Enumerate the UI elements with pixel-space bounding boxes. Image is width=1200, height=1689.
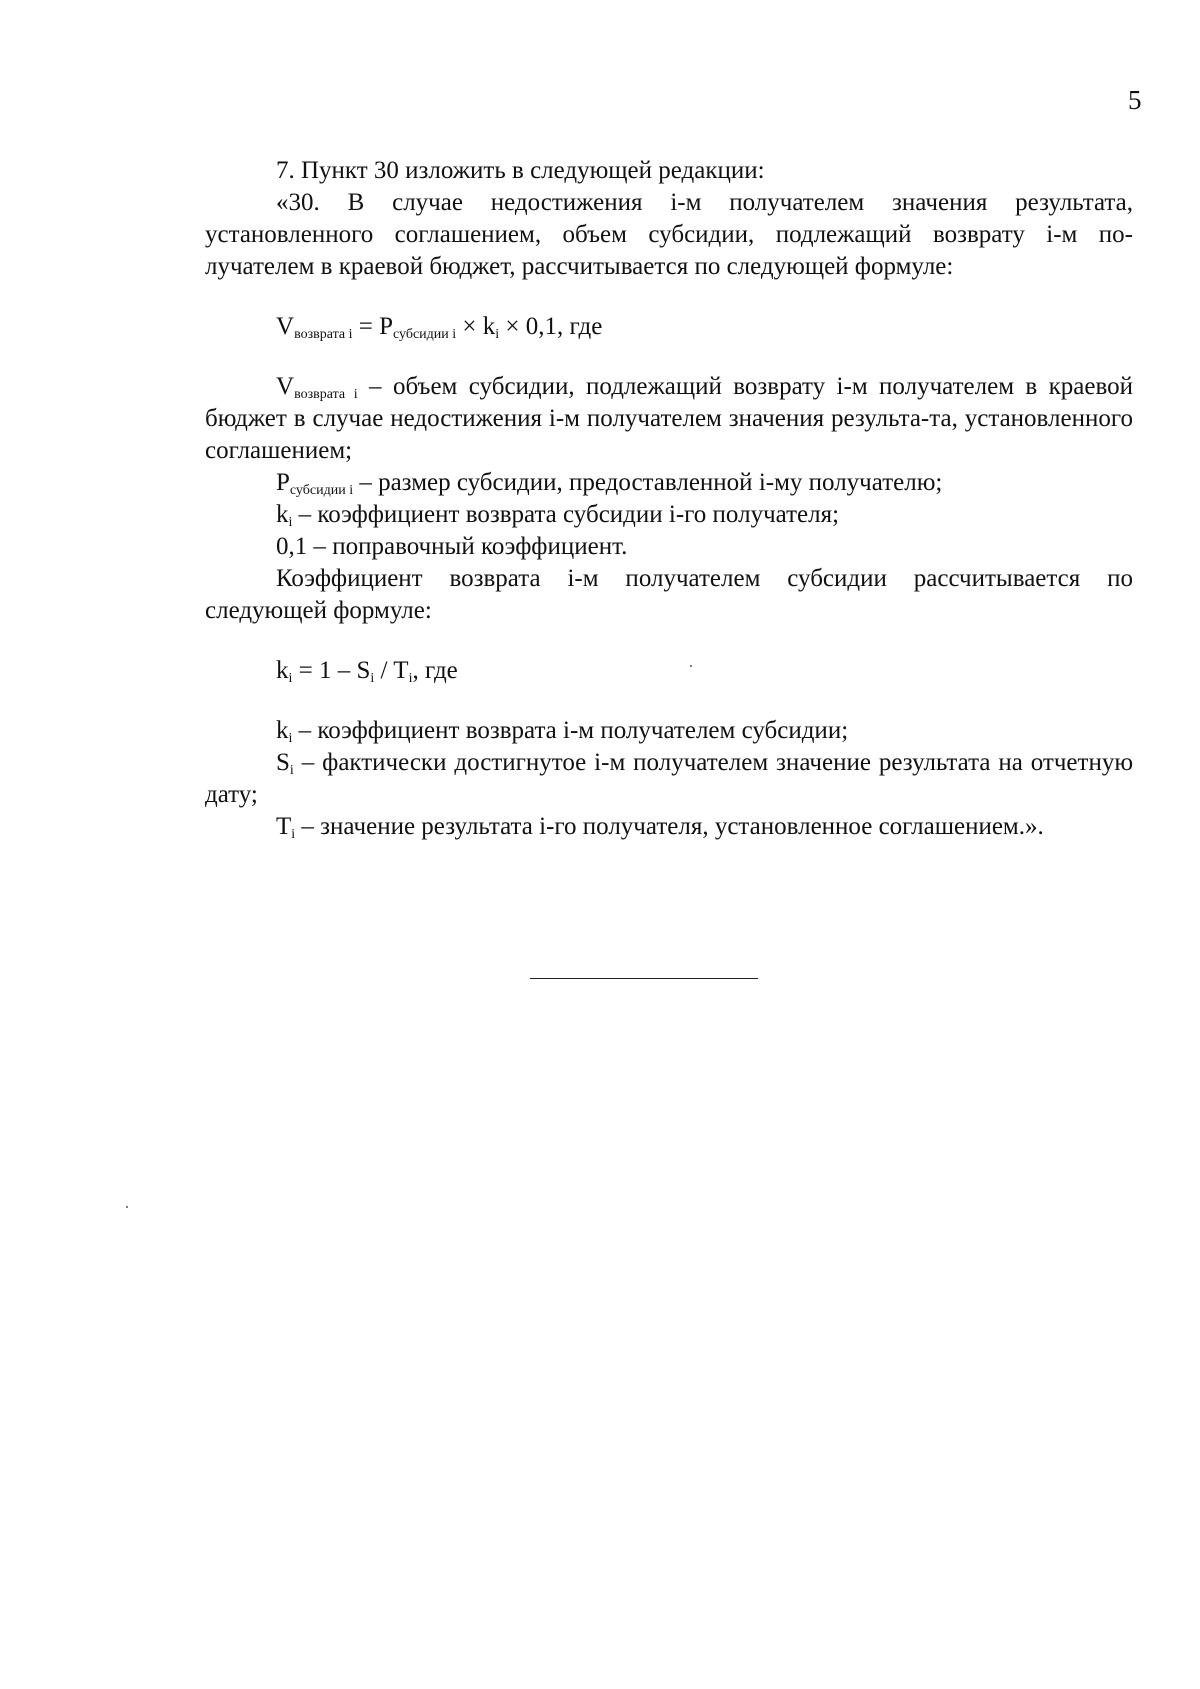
def-p-subscript: субсидии i	[289, 483, 354, 498]
def-k-subscript: i	[288, 515, 293, 530]
closing-divider-line	[530, 978, 758, 979]
formula2-k-subscript: i	[288, 671, 293, 686]
page-number: 5	[1128, 85, 1142, 115]
item-7-heading: 7. Пункт 30 изложить в следующей редакции:	[276, 157, 765, 184]
def2-k-symbol: k	[276, 717, 289, 744]
formula-v-subscript: возврата i	[294, 327, 353, 342]
def2-s-text: – фактически достигнутое i-м получателем значение результата на отчетную дату;	[205, 749, 1133, 808]
scan-speck	[690, 665, 692, 667]
scan-speck	[126, 1206, 128, 1208]
formula-times: ×	[456, 313, 483, 340]
def-p-text: – размер субсидии, предоставленной i-му получателю;	[353, 469, 943, 496]
def2-k-text: – коэффициент возврата i-м получателем субсидии;	[292, 717, 849, 744]
definition2-s	[205, 747, 1133, 811]
formula-equals: =	[352, 313, 380, 340]
formula2-k-symbol: k	[276, 657, 289, 684]
def2-t-text: – значение результата i-го получателя, установленное соглашением.».	[295, 813, 1044, 840]
def2-t-symbol: T	[276, 813, 292, 840]
def-v-subscript: возврата i	[294, 387, 358, 402]
formula-p-subscript: субсидии i	[392, 327, 457, 342]
definition2-t	[205, 811, 1133, 843]
definition-v-return	[205, 371, 1133, 467]
def-v-text: – объем субсидии, подлежащий возврату i-м получателем в краевой бюджет в случае недостижения i-м получателем значения результа-та, установленного соглашением;	[205, 373, 1133, 464]
def-k-symbol: k	[276, 501, 289, 528]
definition-k	[205, 499, 1133, 531]
formula-rest: × 0,1, где	[499, 313, 603, 340]
formula-p-symbol: P	[379, 313, 393, 340]
formula-v-return	[205, 311, 1133, 343]
formula2-division: / T	[374, 657, 409, 684]
formula-k-coefficient	[205, 655, 1133, 687]
document-body	[205, 155, 1133, 843]
formula2-t-subscript: i	[408, 671, 413, 686]
formula2-rest: , где	[412, 657, 458, 684]
coefficient-paragraph: Коэффициент возврата i-м получателем субсидии рассчитывается по следующей формуле:	[205, 565, 1133, 624]
definition-correction-factor: 0,1 – поправочный коэффициент.	[276, 533, 628, 560]
formula2-middle: = 1 – S	[292, 657, 371, 684]
def2-s-subscript: i	[289, 763, 294, 778]
definition-p-subsidy	[205, 467, 1133, 499]
definition2-k	[205, 715, 1133, 747]
item-30-paragraph: «30. В случае недостижения i-м получателем значения результата, установленного соглашением, объем субсидии, подлежащий возврату i-м по-лучателем в краевой бюджет, рассчитывается по следующей формуле:	[205, 189, 1133, 280]
def-p-symbol: P	[276, 469, 290, 496]
formula-k-symbol: k	[482, 313, 496, 340]
def2-k-subscript: i	[288, 731, 293, 746]
formula2-s-subscript: i	[370, 671, 375, 686]
def2-s-symbol: S	[276, 749, 290, 776]
def-k-text: – коэффициент возврата субсидии i-го получателя;	[292, 501, 840, 528]
formula-k-subscript: i	[495, 327, 500, 342]
def2-t-subscript: i	[291, 827, 296, 842]
def-v-symbol: V	[276, 373, 295, 400]
formula-v-symbol: V	[276, 313, 295, 340]
